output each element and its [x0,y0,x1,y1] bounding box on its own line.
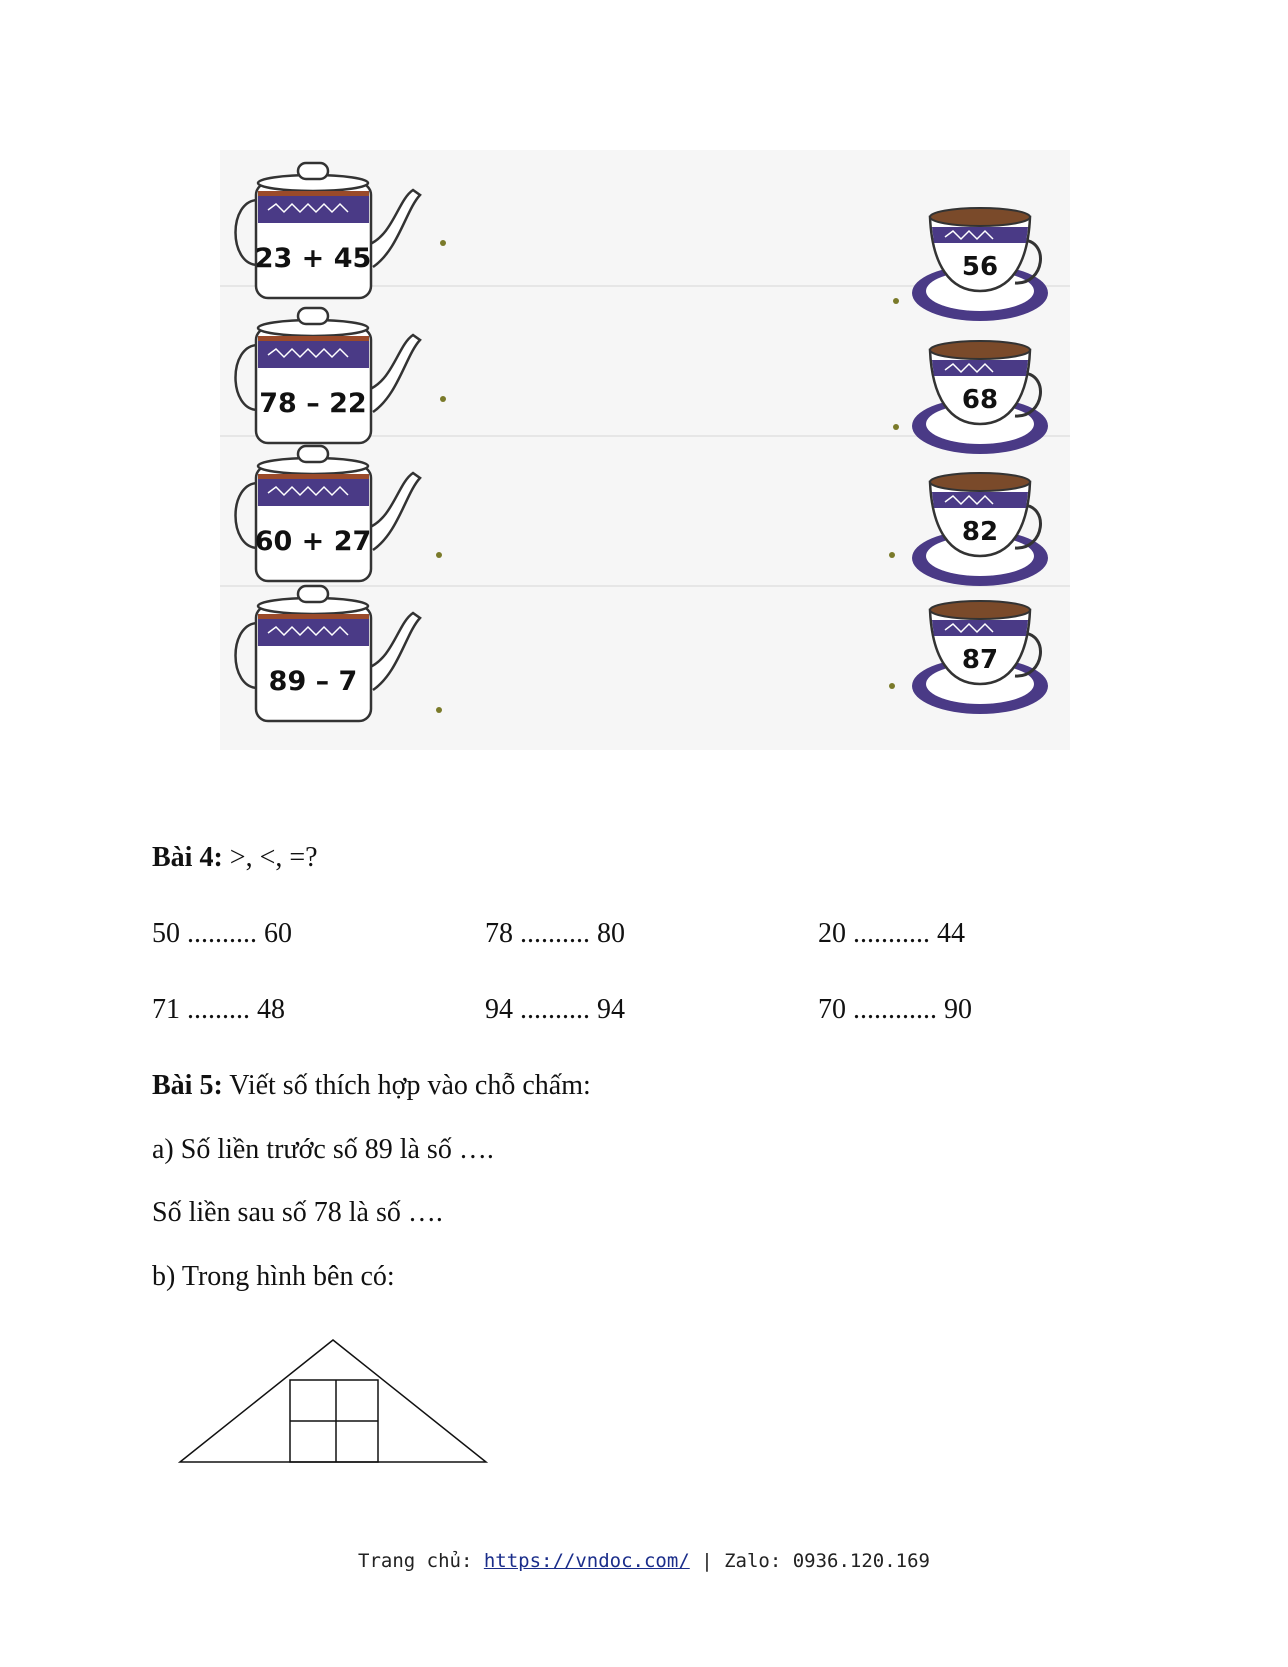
outer-triangle [180,1340,486,1462]
cup-number: 82 [961,517,999,547]
bai4-label: Bài 4: [152,842,223,873]
compare-item: 20 ........... 44 [818,918,965,949]
footer-link[interactable]: https://vndoc.com/ [483,1550,690,1572]
compare-item: 94 .......... 94 [485,994,625,1025]
compare-item: 70 ............ 90 [818,994,972,1025]
teapot-expression: 78 – 22 [259,388,367,419]
teapot-connect-dot[interactable] [440,396,446,402]
bai5-heading [152,1070,591,1102]
teapot [228,300,438,440]
teapot-expression: 89 – 7 [268,666,358,697]
cup-number: 68 [961,385,999,415]
teacup [910,195,1060,325]
triangle-figure [178,1335,498,1465]
teapot [228,578,438,718]
cup-connect-dot[interactable] [889,683,895,689]
teapot-connect-dot[interactable] [436,707,442,713]
footer-label: Trang chủ: [358,1550,484,1572]
teapot-connect-dot[interactable] [440,240,446,246]
bai5-part-a: a) Số liền trước số 89 là số …. [152,1134,494,1165]
bai4-heading [152,842,318,874]
teapot-expression: 60 + 27 [254,526,372,557]
teapot [228,155,438,295]
cup-connect-dot[interactable] [893,424,899,430]
cup-number: 87 [961,645,999,675]
teapot-expression: 23 + 45 [254,243,372,274]
teacup [910,460,1060,590]
bai5-prompt: Viết số thích hợp vào chỗ chấm: [222,1070,591,1101]
compare-item: 71 ......... 48 [152,994,285,1025]
page-footer [0,1550,1288,1572]
teapot [228,438,438,578]
compare-item: 50 .......... 60 [152,918,292,949]
bai5-part-b: b) Trong hình bên có: [152,1261,395,1292]
teacup [910,328,1060,458]
footer-zalo: Zalo: 0936.120.169 [724,1550,930,1572]
footer-separator: | [689,1550,725,1572]
bai5-part-a2: Số liền sau số 78 là số …. [152,1197,443,1228]
bai5-label: Bài 5: [152,1070,223,1101]
bai4-prompt: >, <, =? [222,842,318,873]
teapot-connect-dot[interactable] [436,552,442,558]
teacup [910,588,1060,718]
compare-item: 78 .......... 80 [485,918,625,949]
cup-connect-dot[interactable] [889,552,895,558]
cup-connect-dot[interactable] [893,298,899,304]
cup-number: 56 [961,252,999,282]
